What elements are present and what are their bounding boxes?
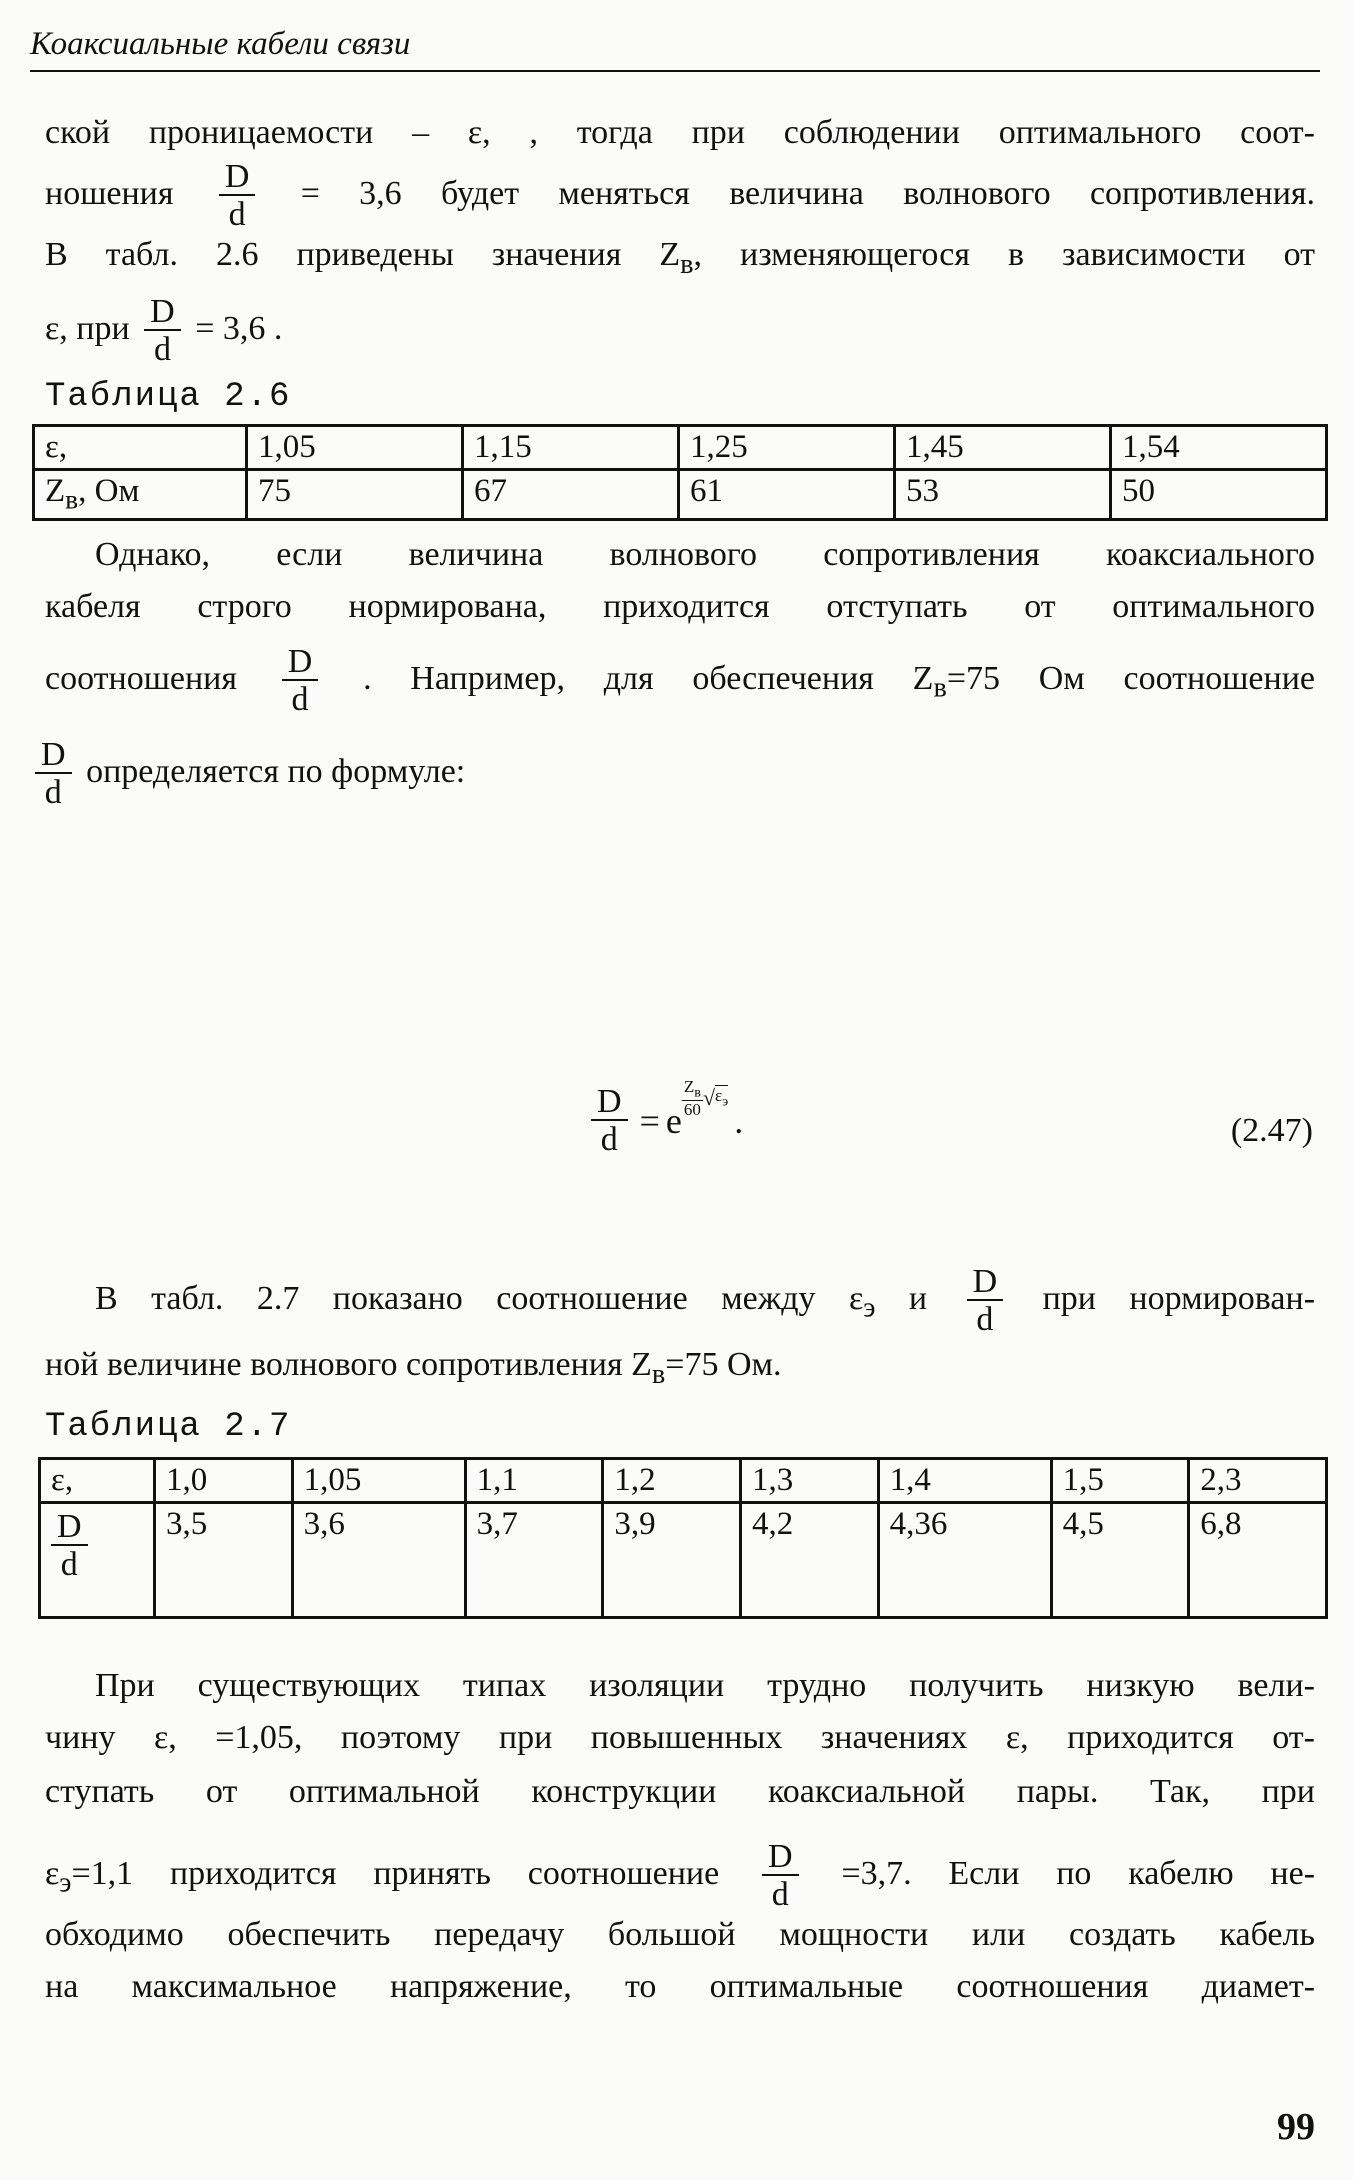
table-cell: 75 [247, 470, 463, 520]
table-cell: 50 [1111, 470, 1327, 520]
page-number: 99 [1277, 2106, 1315, 2148]
text-span: и [875, 1279, 928, 1317]
sqrt-argument [715, 1085, 728, 1110]
text-span: =75 Ом соотношение [946, 659, 1316, 697]
subscript: в [65, 483, 79, 515]
table-cell: 4,2 [740, 1503, 878, 1618]
subscript: в [680, 248, 694, 280]
fraction-denominator: d [771, 1876, 789, 1913]
equals-sign: = [639, 1101, 660, 1141]
table-cell: 1,54 [1111, 426, 1327, 470]
exponent-numerator [682, 1078, 703, 1101]
subscript: э [863, 1292, 876, 1324]
paragraph-line: ской проницаемости – ε, , тогда при соблюдении оптимального соот- [45, 114, 1315, 151]
subscript: в [651, 1358, 666, 1390]
paragraph-line [45, 235, 1315, 285]
subscript: э [59, 1867, 72, 1899]
table-cell: 1,4 [878, 1459, 1051, 1503]
table-cell: 1,5 [1051, 1459, 1189, 1503]
text-span: ε [45, 1854, 60, 1892]
fraction-numerator: D [144, 295, 181, 331]
exponent-fraction [682, 1078, 703, 1118]
fraction-denominator: d [44, 774, 62, 811]
paragraph-line: ступать от оптимальной конструкции коаксиальной пары. Так, при [45, 1773, 1315, 1810]
fraction-D-over-d [51, 1510, 88, 1582]
subscript: в [933, 672, 947, 704]
fraction-D-over-d [144, 295, 181, 367]
paragraph-line: чину ε, =1,05, поэтому при повышенных значениях ε, приходится от- [45, 1719, 1315, 1756]
paragraph-line: обходимо обеспечить передачу большой мощности или создать кабель [45, 1916, 1315, 1953]
text-span: Z [45, 473, 66, 509]
table-cell: 1,3 [740, 1459, 878, 1503]
table-cell: 1,45 [895, 426, 1111, 470]
text-span: определяется по формуле: [86, 752, 466, 790]
fraction-denominator: d [291, 681, 309, 718]
fraction-numerator: D [967, 1265, 1004, 1301]
paragraph-line [45, 1345, 1315, 1395]
paragraph-line: на максимальное напряжение, то оптимальные соотношения диамет- [45, 1968, 1315, 2005]
fraction-D-over-d [591, 1085, 628, 1157]
table-cell: ε, [34, 426, 247, 470]
table-cell: 6,8 [1189, 1503, 1327, 1618]
text-span: , Ом [78, 473, 140, 509]
fraction-denominator: d [600, 1121, 618, 1158]
table-cell [34, 470, 247, 520]
table-cell [40, 1503, 155, 1618]
table-cell: 1,05 [292, 1459, 465, 1503]
fraction-numerator: D [591, 1085, 628, 1121]
table-cell: 1,2 [603, 1459, 741, 1503]
paragraph-line [95, 1265, 1315, 1337]
table-row [34, 470, 1327, 520]
text-span: соотношения [45, 659, 237, 697]
text-span: В табл. 2.7 показано соотношение между ε [95, 1279, 864, 1317]
text-span: =3,7. Если по кабелю не- [841, 1854, 1316, 1892]
table-cell: 4,5 [1051, 1503, 1189, 1618]
table-cell: 3,6 [292, 1503, 465, 1618]
exponent-denominator: 60 [683, 1099, 701, 1119]
paragraph-line: При существующих типах изоляции трудно получить низкую вели- [95, 1667, 1315, 1704]
table-row [40, 1503, 1327, 1618]
table-caption: Таблица 2.7 [45, 1408, 292, 1446]
fraction-numerator: D [219, 160, 256, 196]
fraction-denominator: d [228, 196, 246, 233]
sqrt-sign: √ [702, 1084, 716, 1110]
table-cell: 1,25 [679, 426, 895, 470]
table-cell: ε, [40, 1459, 155, 1503]
table-cell: 1,15 [463, 426, 679, 470]
table-cell: 4,36 [878, 1503, 1051, 1618]
paragraph-line [45, 645, 1315, 717]
paragraph-line [45, 1840, 1315, 1912]
subscript: э [722, 1093, 729, 1110]
text-span: ε, при [45, 309, 130, 347]
base-e: e [665, 1101, 682, 1141]
paragraph-line: кабеля строго нормирована, приходится отступать от оптимального [45, 588, 1315, 625]
text-span: =75 Ом. [665, 1346, 782, 1383]
fraction-D-over-d [762, 1840, 799, 1912]
text-span: В табл. 2.6 приведены значения Z [45, 236, 681, 273]
table-2-7 [38, 1457, 1328, 1619]
table-cell: 3,5 [155, 1503, 293, 1618]
period: . [734, 1101, 744, 1141]
table-caption: Таблица 2.6 [45, 378, 292, 416]
fraction-D-over-d [35, 738, 72, 810]
formula-2-47 [585, 1077, 744, 1158]
table-cell: 67 [463, 470, 679, 520]
text-span: ε [715, 1086, 723, 1106]
table-cell: 3,7 [465, 1503, 603, 1618]
text-span: ношения [45, 174, 174, 212]
fraction-numerator: D [282, 645, 319, 681]
table-2-6 [32, 424, 1328, 521]
text-span: Z [683, 1077, 695, 1096]
fraction-D-over-d [967, 1265, 1004, 1337]
fraction-D-over-d [219, 160, 256, 232]
table-cell: 1,05 [247, 426, 463, 470]
fraction-denominator: d [976, 1301, 994, 1338]
paragraph-line [35, 738, 1305, 810]
exponential [665, 1077, 729, 1142]
table-cell: 2,3 [1189, 1459, 1327, 1503]
table-cell: 3,9 [603, 1503, 741, 1618]
table-cell: 1,0 [155, 1459, 293, 1503]
fraction-numerator: D [35, 738, 72, 774]
fraction-denominator: d [153, 331, 171, 368]
paragraph-line: Однако, если величина волнового сопротивления коаксиального [95, 536, 1315, 573]
fraction-numerator: D [762, 1840, 799, 1876]
text-span: ной величине волнового сопротивления Z [45, 1346, 652, 1383]
table-cell: 1,1 [465, 1459, 603, 1503]
table-cell: 61 [679, 470, 895, 520]
fraction-denominator: d [60, 1546, 78, 1583]
text-span: = 3,6 . [195, 309, 283, 347]
text-span: =1,1 приходится принять соотношение [71, 1854, 720, 1892]
text-span: . Например, для обеспечения Z [363, 659, 934, 697]
fraction-D-over-d [282, 645, 319, 717]
text-span: , изменяющегося в зависимости от [693, 236, 1315, 273]
table-row [40, 1459, 1327, 1503]
paragraph-line [45, 295, 1315, 367]
equation-number: (2.47) [1230, 1112, 1313, 1149]
subscript: в [694, 1084, 701, 1101]
table-cell: 53 [895, 470, 1111, 520]
paragraph-line [45, 160, 1315, 232]
exponent [682, 1078, 728, 1118]
table-row [34, 426, 1327, 470]
fraction-numerator: D [51, 1510, 88, 1546]
running-header: Коаксиальные кабели связи [30, 24, 1320, 72]
text-span: при нормирован- [1042, 1279, 1316, 1317]
text-span: = 3,6 будет меняться величина волнового сопротивления. [300, 174, 1316, 212]
